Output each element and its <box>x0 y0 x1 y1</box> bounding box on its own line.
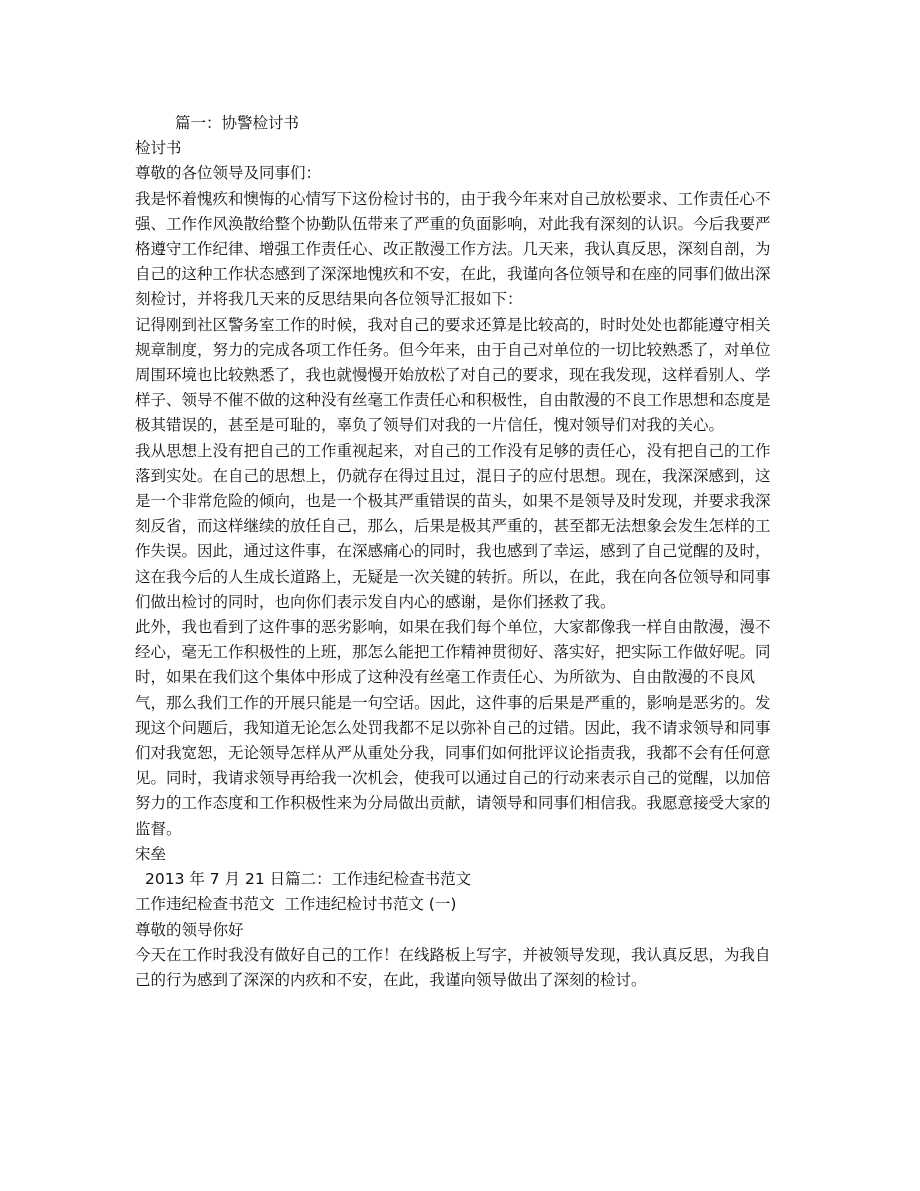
paragraph-1: 我是怀着愧疚和懊悔的心情写下这份检讨书的，由于我今年来对自己放松要求、工作责任心不强、工作作风涣散给整个协勤队伍带来了严重的负面影响，对此我有深刻的认识。今后我要严格遵守工作纪律、增强工作责任心、改正散漫工作方法。几天来，我认真反思，深刻自剖，为自己的这种工作状态感到了深深地愧疚和不安，在此，我谨向各位领导和在座的同事们做出深刻检讨，并将我几天来的反思结果向各位领导汇报如下： <box>135 189 771 309</box>
paragraph-4: 此外，我也看到了这件事的恶劣影响，如果在我们每个单位，大家都像我一样自由散漫，漫不经心，毫无工作积极性的上班，那怎么能把工作精神贯彻好、落实好，把实际工作做好呢。同时，如果在我们这个集体中形成了这种没有丝毫工作责任心、为所欲为、自由散漫的不良风气，那么我们工作的开展只能是一句空话。因此，这件事的后果是严重的，影响是恶劣的。发现这个问题后，我知道无论怎么处罚我都不足以弥补自己的过错。因此，我不请求领导和同事们对我宽恕，无论领导怎样从严从重处分我，同事们如何批评议论指责我，我都不会有任何意见。同时，我请求领导再给我一次机会，使我可以通过自己的行动来表示自己的觉醒，以加倍努力的工作态度和工作积极性来为分局做出贡献，请领导和同事们相信我。我愿意接受大家的监督。 <box>135 618 771 838</box>
salutation-1: 尊敬的各位领导及同事们： <box>135 164 322 183</box>
signature: 宋垒 <box>135 844 167 863</box>
document-body <box>135 111 785 993</box>
date-and-section-heading-2: 2013 年 7 月 21 日篇二：工作违纪检查书范文 <box>145 870 472 889</box>
document-title-1: 检讨书 <box>135 139 182 158</box>
paragraph-5: 今天在工作时我没有做好自己的工作！在线路板上写字，并被领导发现，我认真反思，为我自己的行为感到了深深的内疚和不安，在此，我谨向领导做出了深刻的检讨。 <box>135 945 771 989</box>
paragraph-3: 我从思想上没有把自己的工作重视起来，对自己的工作没有足够的责任心，没有把自己的工作落到实处。在自己的思想上，仍就存在得过且过，混日子的应付思想。现在，我深深感到，这是一个非常危险的倾向，也是一个极其严重错误的苗头，如果不是领导及时发现，并要求我深刻反省，而这样继续的放任自己，那么，后果是极其严重的，甚至都无法想象会发生怎样的工作失误。因此，通过这件事，在深感痛心的同时，我也感到了幸运，感到了自己觉醒的及时，这在我今后的人生成长道路上，无疑是一次关键的转折。所以，在此，我在向各位领导和同事们做出检讨的同时，也向你们表示发自内心的感谢，是你们拯救了我。 <box>135 441 771 611</box>
document-title-2: 工作违纪检查书范文 工作违纪检讨书范文 (一) <box>135 895 457 914</box>
section-heading-1: 篇一：协警检讨书 <box>175 114 300 132</box>
paragraph-2: 记得刚到社区警务室工作的时候，我对自己的要求还算是比较高的，时时处处也都能遵守相关规章制度，努力的完成各项工作任务。但今年来，由于自己对单位的一切比较熟悉了，对单位周围环境也比较熟悉了，我也就慢慢开始放松了对自己的要求，现在我发现，这样看别人、学样子、领导不催不做的这种没有丝毫工作责任心和积极性，自由散漫的不良工作思想和态度是极其错误的，甚至是可耻的，辜负了领导们对我的一片信任，愧对领导们对我的关心。 <box>135 315 771 435</box>
salutation-2: 尊敬的领导你好 <box>135 920 244 939</box>
